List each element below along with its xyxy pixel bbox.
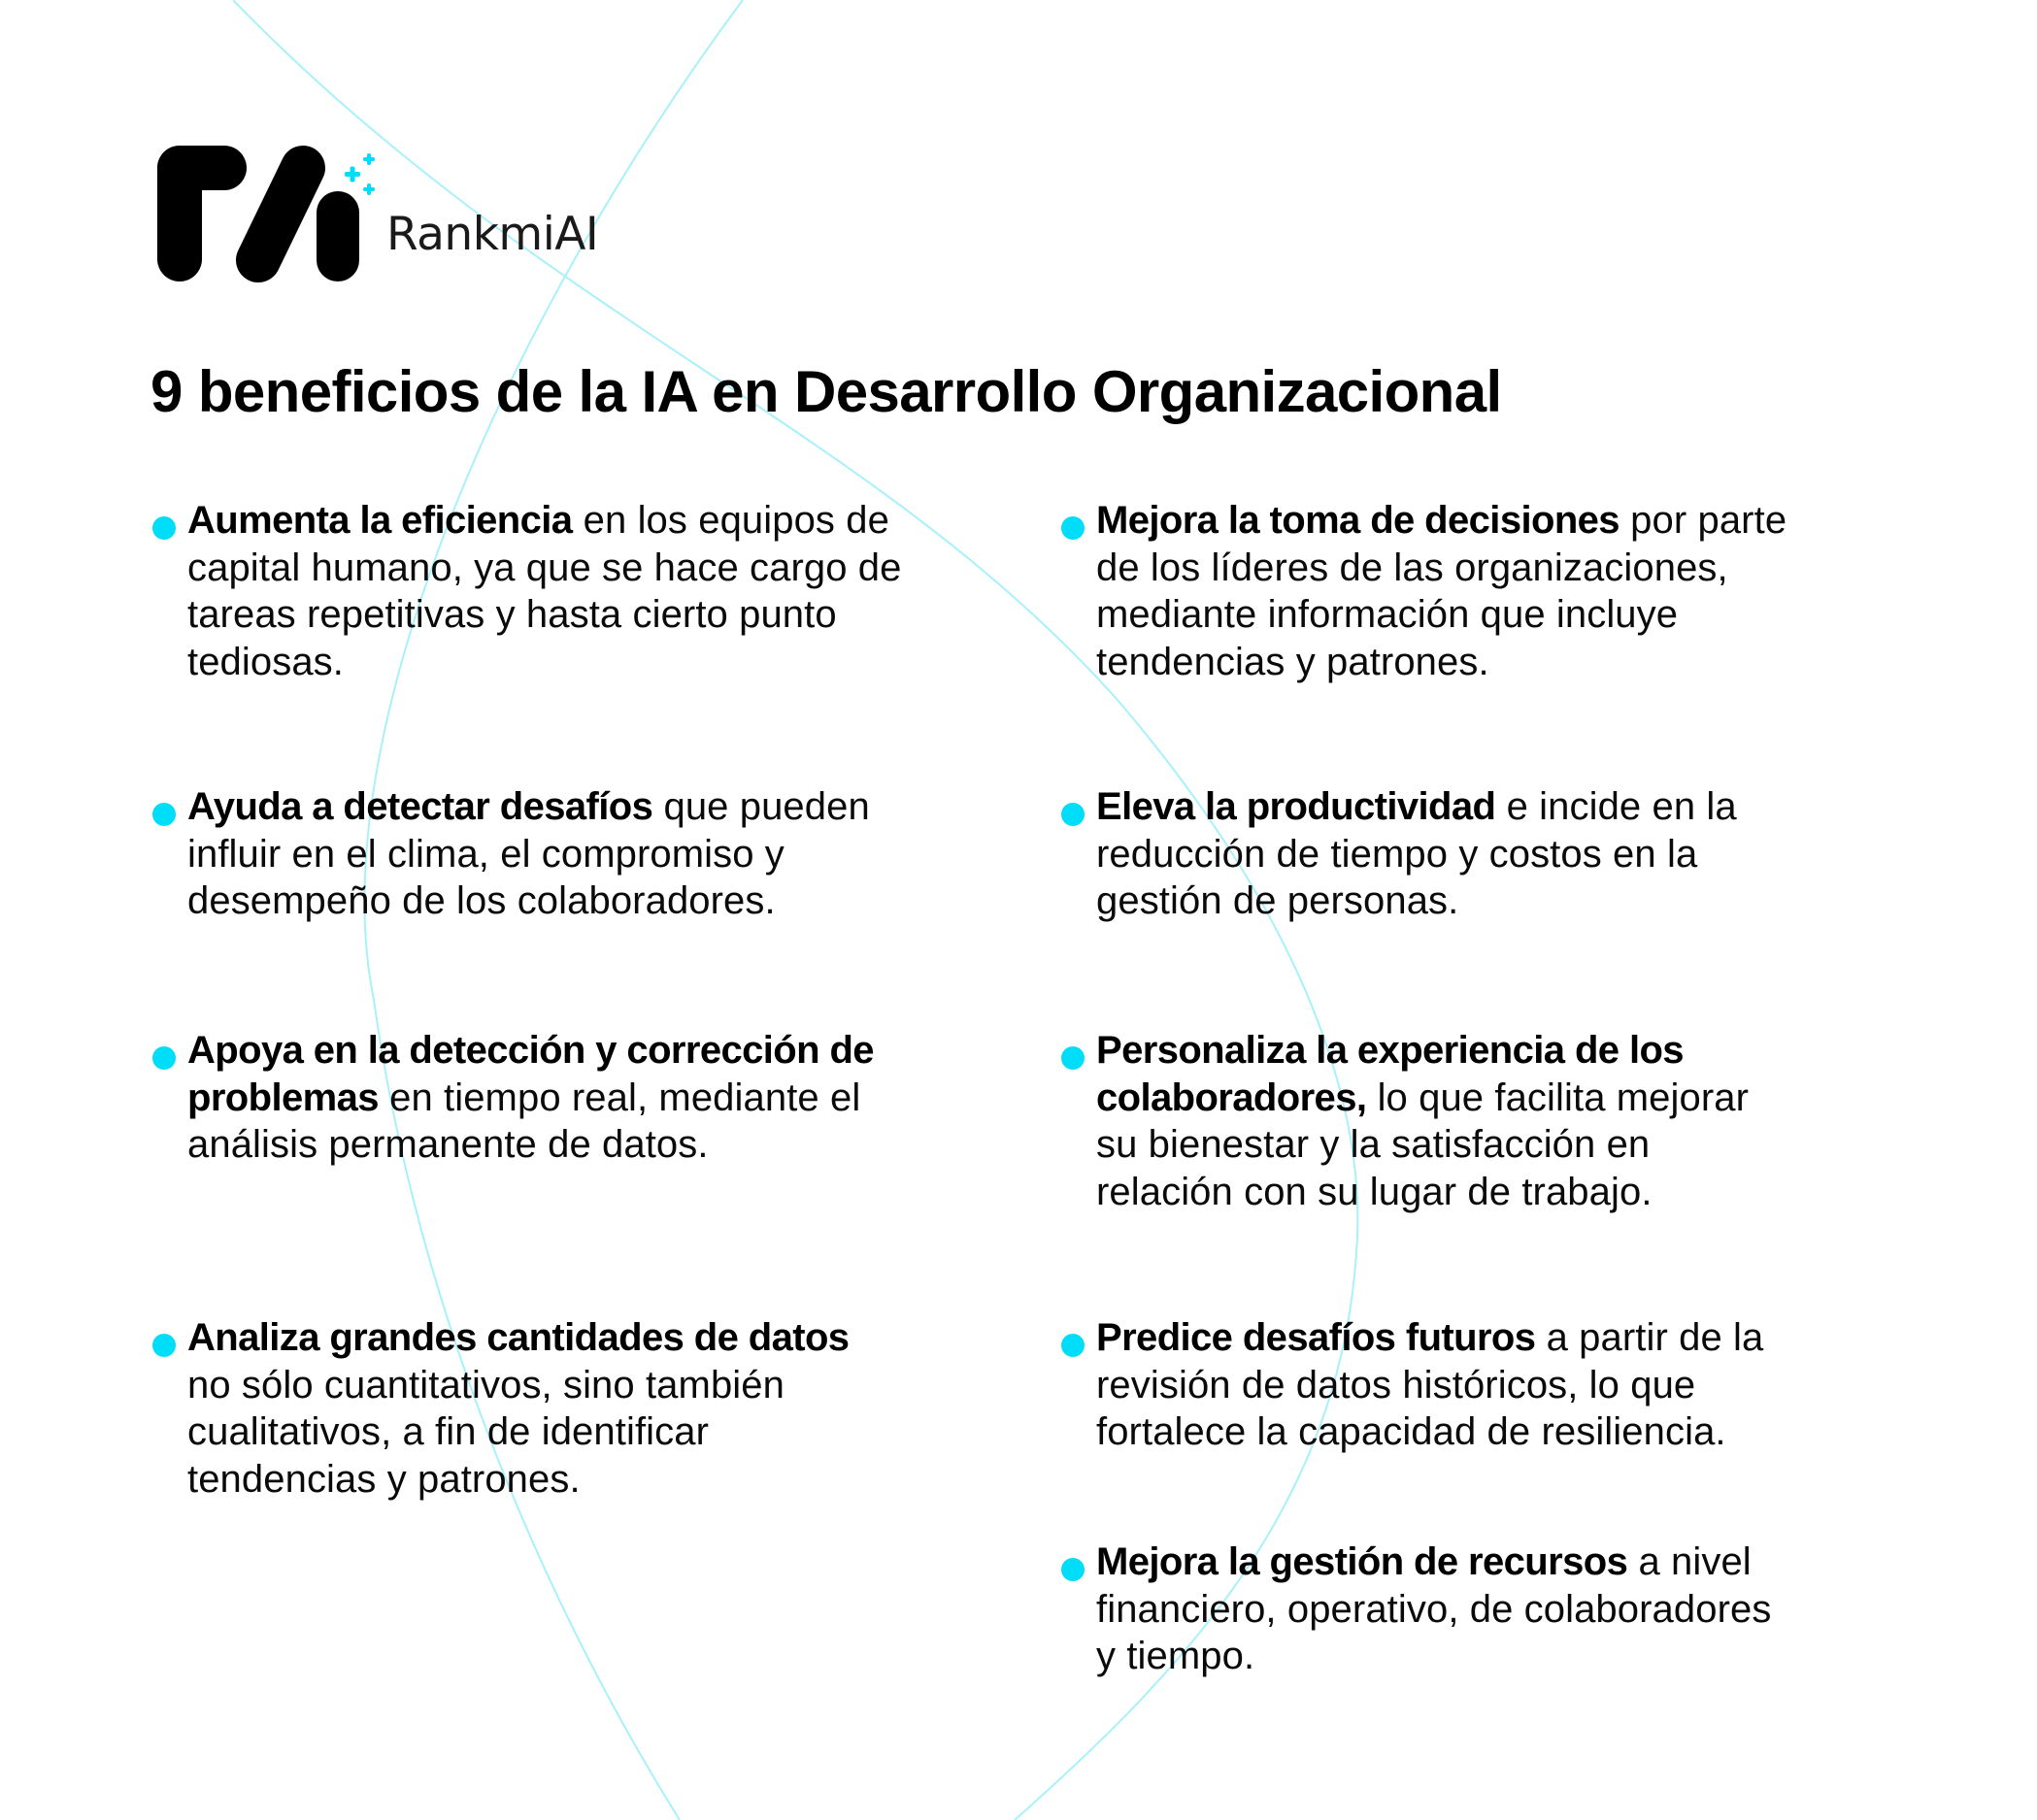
benefit-text [187,497,902,685]
benefit-line [1096,783,1737,831]
benefit-line [187,1314,849,1362]
benefit-description: influir en el clima, el compromiso y [187,832,785,876]
benefit-line [1096,545,1787,592]
benefit-description: financiero, operativo, de colaboradores [1096,1587,1772,1631]
benefit-text [187,1314,849,1503]
benefit-line [1096,831,1737,878]
benefit-description: tendencias y patrones. [187,1457,581,1501]
bullet-dot-icon [152,1334,176,1357]
benefit-description: tendencias y patrones. [1096,640,1489,683]
benefit-description: capital humano, ya que se hace cargo de [187,546,902,589]
benefit-line [1096,1408,1763,1456]
benefit-line [187,831,870,878]
benefit-line [1096,1362,1763,1409]
page-title: 9 beneficios de la IA en Desarrollo Organizacional [150,359,1502,424]
bullet-dot-icon [152,516,176,540]
benefit-line [187,1362,849,1409]
benefit-highlight: Analiza grandes cantidades de datos [187,1316,850,1359]
benefit-description: a partir de la [1535,1316,1764,1359]
benefit-description: y tiempo. [1096,1635,1255,1677]
benefit-description: tareas repetitivas y hasta cierto punto [187,593,837,636]
benefit-line [187,545,902,592]
benefit-description: tediosas. [187,640,344,683]
benefit-line [1096,639,1787,686]
bullet-dot-icon [152,803,176,826]
benefit-text [1096,783,1737,925]
benefit-description: a nivel [1627,1540,1752,1583]
benefit-line [187,1456,849,1504]
benefit-text [187,1027,874,1169]
brand-wordmark: RankmiAI [386,208,599,261]
benefit-description: reducción de tiempo y costos en la [1096,832,1698,876]
benefit-description: que pueden [652,785,870,828]
bullet-dot-icon [1061,1334,1085,1357]
benefit-line [187,1075,874,1122]
benefit-description: en tiempo real, mediante el [378,1075,861,1119]
benefit-description: su bienestar y la satisfacción en [1096,1123,1651,1166]
benefit-highlight: colaboradores, [1096,1075,1367,1119]
benefit-line [187,783,870,831]
benefit-line [1096,591,1787,639]
benefit-line [187,1027,874,1075]
bullet-dot-icon [1061,803,1085,826]
benefit-highlight: Ayuda a detectar desafíos [187,785,653,828]
benefit-highlight: Eleva la productividad [1096,785,1496,828]
benefit-highlight: Mejora la toma de decisiones [1096,499,1620,542]
benefit-description: de los líderes de las organizaciones, [1096,546,1728,589]
benefit-highlight: Personaliza la experiencia de los [1096,1029,1684,1072]
benefit-line [187,1408,849,1456]
benefit-line [1096,497,1787,545]
benefit-line [187,1121,874,1169]
benefit-line [1096,1121,1749,1169]
sparkle-icon [345,153,375,195]
benefit-description: desempeño de los colaboradores. [187,879,776,922]
benefit-line [1096,1314,1763,1362]
benefit-line [1096,1539,1771,1586]
benefit-description: no sólo cuantitativos, sino también [187,1363,785,1406]
benefit-line [1096,1633,1771,1680]
benefit-line [187,639,902,686]
benefit-description: cualitativos, a fin de identificar [187,1410,710,1453]
benefit-highlight: problemas [187,1075,379,1119]
brand-logo [146,136,612,291]
benefit-description: lo que facilita mejorar [1366,1075,1750,1119]
benefit-description: por parte [1619,499,1787,542]
benefit-highlight: Aumenta la eficiencia [187,499,573,542]
benefit-text [1096,1027,1749,1215]
benefit-highlight: Apoya en la detección y corrección de [187,1029,874,1072]
benefit-line [187,877,870,925]
benefit-description: relación con su lugar de trabajo. [1096,1170,1653,1213]
benefit-description: e incide en la [1495,785,1737,828]
bullet-dot-icon [1061,516,1085,540]
benefit-description: fortalece la capacidad de resiliencia. [1096,1410,1726,1453]
benefit-description: gestión de personas. [1096,879,1459,922]
benefit-description: mediante información que incluye [1096,593,1679,636]
benefit-text [1096,1314,1763,1456]
benefit-highlight: Predice desafíos futuros [1096,1316,1536,1359]
benefit-description: revisión de datos históricos, lo que [1096,1363,1696,1406]
benefit-description: análisis permanente de datos. [187,1123,709,1166]
benefit-highlight: Mejora la gestión de recursos [1096,1540,1628,1583]
benefit-description: en los equipos de [572,499,889,542]
benefit-line [1096,1027,1749,1075]
bullet-dot-icon [1061,1558,1085,1581]
benefit-line [1096,1075,1749,1122]
benefit-text [1096,1539,1771,1680]
benefit-line [1096,877,1737,925]
bullet-dot-icon [1061,1046,1085,1070]
benefit-text [1096,497,1787,685]
benefit-line [187,591,902,639]
benefit-line [1096,1586,1771,1634]
benefit-text [187,783,870,925]
rankmi-logo-icon [146,136,398,291]
bullet-dot-icon [152,1046,176,1070]
benefit-line [187,497,902,545]
benefit-line [1096,1169,1749,1216]
